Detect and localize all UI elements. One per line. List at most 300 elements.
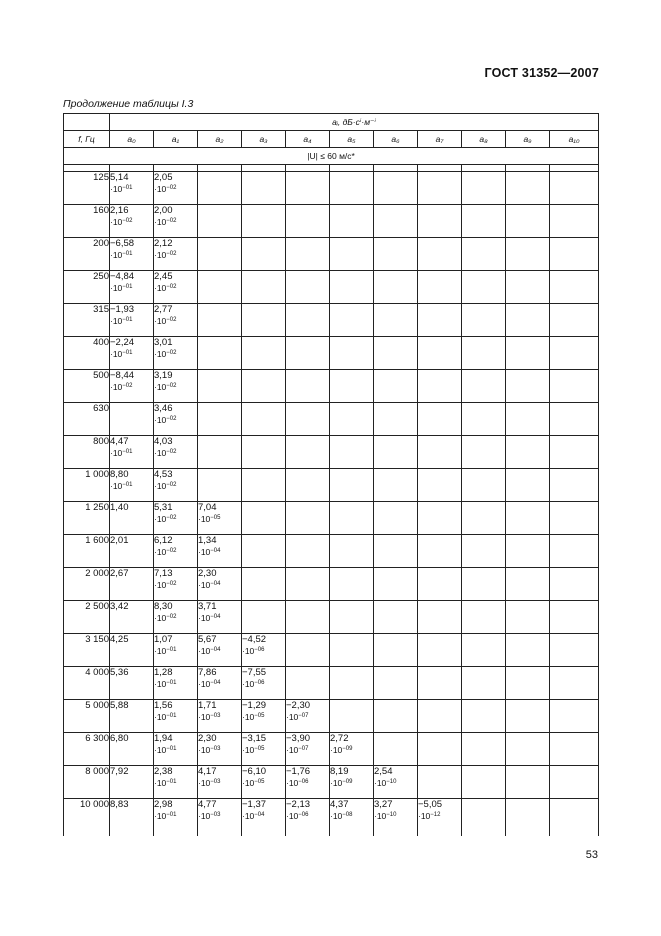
frequency-cell: 10 000	[64, 799, 110, 837]
spacer-cell	[286, 165, 330, 172]
coefficient-cell-a1	[154, 634, 198, 667]
coefficient-exponent	[242, 711, 285, 723]
coefficient-cell-a8	[462, 403, 506, 436]
coefficient-mantissa: −7,55	[242, 667, 267, 678]
coefficient-cell-a0	[110, 238, 154, 271]
coefficient-mantissa: 6,12	[154, 535, 173, 546]
coefficient-cell-a6	[374, 733, 418, 766]
coefficient-cell-a9	[506, 535, 550, 568]
coefficient-cell-a7	[418, 667, 462, 700]
exponent-base: ·10	[154, 745, 167, 755]
coefficient-cell-a4	[286, 766, 330, 799]
exponent-power: −04	[210, 680, 221, 686]
coefficient-cell-a10	[550, 568, 599, 601]
coefficient-cell-a2	[198, 502, 242, 535]
coefficient-cell-a5	[330, 601, 374, 634]
coefficient-mantissa: −3,15	[242, 733, 267, 744]
coefficient-mantissa: 4,77	[198, 799, 217, 810]
coefficient-mantissa: −6,10	[242, 766, 267, 777]
exponent-base: ·10	[154, 349, 167, 359]
coefficient-exponent	[154, 777, 197, 789]
exponent-base: ·10	[242, 679, 255, 689]
exponent-power: −03	[210, 746, 221, 752]
coefficient-cell-a8	[462, 535, 506, 568]
exponent-power: −04	[210, 647, 221, 653]
coefficient-cell-a1	[154, 733, 198, 766]
coefficient-cell-a0	[110, 535, 154, 568]
coefficient-cell-a1	[154, 469, 198, 502]
coefficient-mantissa: −6,58	[110, 238, 135, 249]
coefficient-cell-a1	[154, 205, 198, 238]
exponent-power: −01	[166, 812, 177, 818]
coefficient-cell-a9	[506, 733, 550, 766]
coefficient-cell-a7	[418, 370, 462, 403]
coefficient-mantissa: 2,01	[110, 535, 129, 546]
exponent-base: ·10	[154, 580, 167, 590]
coefficient-cell-a1	[154, 271, 198, 304]
coefficient-exponent	[198, 777, 241, 789]
exponent-base: ·10	[110, 349, 123, 359]
frequency-cell: 3 150	[64, 634, 110, 667]
coefficient-cell-a10	[550, 667, 599, 700]
exponent-base: ·10	[110, 217, 123, 227]
coefficient-cell-a9	[506, 337, 550, 370]
coefficient-cell-a5	[330, 205, 374, 238]
coefficient-cell-a10	[550, 700, 599, 733]
coefficient-cell-a3	[242, 304, 286, 337]
column-header-a0: a₀	[110, 131, 154, 148]
column-header-a5: a₅	[330, 131, 374, 148]
coefficient-cell-a7	[418, 436, 462, 469]
coefficient-cell-a6	[374, 766, 418, 799]
coefficient-cell-a3	[242, 403, 286, 436]
exponent-base: ·10	[110, 382, 123, 392]
coefficient-cell-a0	[110, 403, 154, 436]
coefficient-exponent	[330, 777, 373, 789]
coefficient-exponent	[198, 744, 241, 756]
coefficient-cell-a4	[286, 799, 330, 837]
coefficient-mantissa: 7,04	[198, 502, 217, 513]
coefficient-mantissa: 4,37	[330, 799, 349, 810]
coefficient-cell-a3	[242, 535, 286, 568]
table-row	[64, 799, 599, 837]
group-header-row	[64, 114, 599, 131]
table-row	[64, 667, 599, 700]
table-row	[64, 271, 599, 304]
exponent-base: ·10	[286, 778, 299, 788]
coefficient-mantissa: 4,47	[110, 436, 129, 447]
exponent-base: ·10	[154, 481, 167, 491]
spacer-cell	[64, 165, 110, 172]
coefficient-cell-a9	[506, 304, 550, 337]
coefficient-exponent	[242, 810, 285, 822]
coefficient-exponent	[110, 216, 153, 228]
exponent-power: −02	[166, 251, 177, 257]
exponent-power: −07	[298, 746, 309, 752]
exponent-base: ·10	[198, 811, 211, 821]
coefficient-cell-a1	[154, 667, 198, 700]
coefficient-cell-a3	[242, 601, 286, 634]
exponent-base: ·10	[110, 448, 123, 458]
condition-row	[64, 148, 599, 165]
coefficient-exponent	[198, 645, 241, 657]
exponent-base: ·10	[154, 646, 167, 656]
coefficient-cell-a6	[374, 403, 418, 436]
exponent-power: −08	[342, 812, 353, 818]
exponent-base: ·10	[242, 646, 255, 656]
coefficient-cell-a5	[330, 634, 374, 667]
coefficient-mantissa: 3,46	[154, 403, 173, 414]
coefficient-cell-a2	[198, 337, 242, 370]
coefficient-cell-a0	[110, 502, 154, 535]
coefficient-cell-a10	[550, 337, 599, 370]
coefficient-cell-a3	[242, 469, 286, 502]
exponent-base: ·10	[286, 745, 299, 755]
coefficient-mantissa: −2,30	[286, 700, 311, 711]
coefficient-mantissa: 5,88	[110, 700, 129, 711]
coefficient-mantissa: −1,29	[242, 700, 267, 711]
exponent-power: −01	[122, 482, 133, 488]
coefficient-cell-a6	[374, 469, 418, 502]
exponent-base: ·10	[154, 283, 167, 293]
coefficient-mantissa: 1,34	[198, 535, 217, 546]
coefficient-cell-a1	[154, 568, 198, 601]
coefficient-cell-a3	[242, 337, 286, 370]
frequency-cell: 6 300	[64, 733, 110, 766]
coefficient-cell-a0	[110, 271, 154, 304]
coefficient-cell-a8	[462, 370, 506, 403]
table-row	[64, 403, 599, 436]
coefficient-cell-a1	[154, 337, 198, 370]
coefficient-cell-a5	[330, 799, 374, 837]
coefficient-cell-a3	[242, 733, 286, 766]
coefficient-exponent	[154, 348, 197, 360]
frequency-cell: 2 000	[64, 568, 110, 601]
coefficient-cell-a10	[550, 535, 599, 568]
coefficient-cell-a2	[198, 535, 242, 568]
exponent-power: −07	[298, 713, 309, 719]
coefficient-mantissa: 4,25	[110, 634, 129, 645]
coefficient-exponent	[286, 711, 329, 723]
coefficient-mantissa: 2,77	[154, 304, 173, 315]
coefficient-cell-a7	[418, 601, 462, 634]
page-number: 53	[585, 849, 598, 861]
exponent-power: −02	[166, 482, 177, 488]
coefficient-cell-a8	[462, 502, 506, 535]
coefficient-cell-a3	[242, 700, 286, 733]
coefficient-cell-a2	[198, 172, 242, 205]
coefficient-cell-a1	[154, 502, 198, 535]
frequency-cell: 400	[64, 337, 110, 370]
coefficient-exponent	[330, 744, 373, 756]
coefficient-cell-a1	[154, 304, 198, 337]
coefficient-cell-a0	[110, 568, 154, 601]
coefficient-cell-a8	[462, 799, 506, 837]
coefficient-cell-a8	[462, 271, 506, 304]
exponent-base: ·10	[154, 415, 167, 425]
coefficient-exponent	[110, 480, 153, 492]
coefficient-cell-a8	[462, 733, 506, 766]
table-row	[64, 766, 599, 799]
coefficient-cell-a9	[506, 568, 550, 601]
coefficient-cell-a7	[418, 403, 462, 436]
coefficient-cell-a4	[286, 535, 330, 568]
coefficient-mantissa: 2,30	[198, 733, 217, 744]
coefficient-mantissa: 2,67	[110, 568, 129, 579]
coefficient-mantissa: −5,05	[418, 799, 443, 810]
coefficient-cell-a7	[418, 205, 462, 238]
coefficient-cell-a3	[242, 634, 286, 667]
coefficient-cell-a4	[286, 634, 330, 667]
coefficient-mantissa: −1,37	[242, 799, 267, 810]
exponent-power: −01	[166, 779, 177, 785]
coefficient-mantissa: 5,31	[154, 502, 173, 513]
table-row	[64, 700, 599, 733]
coefficient-exponent	[154, 447, 197, 459]
exponent-base: ·10	[198, 613, 211, 623]
coefficient-cell-a9	[506, 238, 550, 271]
coefficient-exponent	[286, 810, 329, 822]
coefficient-cell-a4	[286, 304, 330, 337]
coefficient-exponent	[110, 282, 153, 294]
coefficient-cell-a9	[506, 667, 550, 700]
coefficient-exponent	[242, 645, 285, 657]
exponent-base: ·10	[242, 811, 255, 821]
coefficient-cell-a6	[374, 271, 418, 304]
exponent-power: −09	[342, 779, 353, 785]
frequency-cell: 500	[64, 370, 110, 403]
coefficient-cell-a10	[550, 403, 599, 436]
frequency-cell: 800	[64, 436, 110, 469]
coefficient-cell-a7	[418, 172, 462, 205]
coefficient-cell-a2	[198, 205, 242, 238]
coefficient-mantissa: 1,94	[154, 733, 173, 744]
coefficient-cell-a9	[506, 766, 550, 799]
coefficient-mantissa: 3,71	[198, 601, 217, 612]
coefficient-mantissa: 1,28	[154, 667, 173, 678]
coefficient-cell-a3	[242, 799, 286, 837]
coefficient-cell-a7	[418, 535, 462, 568]
exponent-power: −05	[210, 515, 221, 521]
coefficient-cell-a3	[242, 667, 286, 700]
exponent-power: −01	[122, 449, 133, 455]
coefficient-cell-a4	[286, 733, 330, 766]
exponent-power: −03	[210, 779, 221, 785]
coefficient-cell-a10	[550, 271, 599, 304]
exponent-power: −05	[254, 746, 265, 752]
exponent-power: −01	[166, 713, 177, 719]
spacer-cell	[374, 165, 418, 172]
coefficient-cell-a8	[462, 766, 506, 799]
column-header-a7: a₇	[418, 131, 462, 148]
exponent-base: ·10	[154, 316, 167, 326]
coefficient-cell-a8	[462, 469, 506, 502]
coefficient-cell-a7	[418, 799, 462, 837]
exponent-base: ·10	[374, 778, 387, 788]
coefficient-cell-a9	[506, 403, 550, 436]
coefficient-cell-a10	[550, 799, 599, 837]
exponent-power: −01	[166, 680, 177, 686]
coefficient-mantissa: 1,71	[198, 700, 217, 711]
coefficient-exponent	[110, 447, 153, 459]
exponent-base: ·10	[110, 316, 123, 326]
column-header-a6: a₆	[374, 131, 418, 148]
spacer-row	[64, 165, 599, 172]
frequency-cell: 4 000	[64, 667, 110, 700]
coefficient-exponent	[154, 744, 197, 756]
exponent-base: ·10	[198, 580, 211, 590]
coefficient-cell-a0	[110, 766, 154, 799]
coefficient-mantissa: 8,19	[330, 766, 349, 777]
coefficient-exponent	[198, 579, 241, 591]
exponent-power: −10	[386, 812, 397, 818]
coefficient-mantissa: −1,93	[110, 304, 135, 315]
coefficient-exponent	[154, 381, 197, 393]
coefficient-cell-a1	[154, 799, 198, 837]
exponent-power: −02	[166, 383, 177, 389]
header-corner-cell	[64, 114, 110, 131]
coefficient-exponent	[154, 711, 197, 723]
coefficient-cell-a7	[418, 700, 462, 733]
frequency-cell: 1 600	[64, 535, 110, 568]
standard-designation: ГОСТ 31352—2007	[484, 66, 599, 80]
spacer-cell	[418, 165, 462, 172]
coefficient-cell-a7	[418, 733, 462, 766]
coefficient-cell-a6	[374, 238, 418, 271]
column-header-a3: a₃	[242, 131, 286, 148]
coefficient-cell-a5	[330, 238, 374, 271]
coefficient-cell-a2	[198, 370, 242, 403]
exponent-power: −05	[254, 779, 265, 785]
coefficient-cell-a9	[506, 799, 550, 837]
exponent-base: ·10	[110, 184, 123, 194]
exponent-base: ·10	[330, 778, 343, 788]
coefficient-cell-a4	[286, 337, 330, 370]
exponent-base: ·10	[198, 778, 211, 788]
exponent-power: −01	[166, 746, 177, 752]
coefficient-cell-a9	[506, 634, 550, 667]
exponent-power: −12	[430, 812, 441, 818]
exponent-power: −06	[254, 647, 265, 653]
coefficient-cell-a2	[198, 799, 242, 837]
coefficient-mantissa: 2,72	[330, 733, 349, 744]
coefficient-cell-a9	[506, 601, 550, 634]
table-row	[64, 172, 599, 205]
coefficient-exponent	[110, 249, 153, 261]
exponent-power: −02	[166, 350, 177, 356]
spacer-cell	[154, 165, 198, 172]
coefficient-mantissa: −1,76	[286, 766, 311, 777]
coefficient-cell-a0	[110, 436, 154, 469]
frequency-cell: 5 000	[64, 700, 110, 733]
coefficient-cell-a5	[330, 568, 374, 601]
coefficient-cell-a0	[110, 799, 154, 837]
coefficient-mantissa: −8,44	[110, 370, 135, 381]
coefficient-cell-a9	[506, 469, 550, 502]
coefficient-cell-a7	[418, 238, 462, 271]
coefficient-mantissa: −2,24	[110, 337, 135, 348]
coefficient-mantissa: 2,45	[154, 271, 173, 282]
coefficient-mantissa: −2,13	[286, 799, 311, 810]
coefficient-cell-a4	[286, 502, 330, 535]
coefficient-cell-a5	[330, 337, 374, 370]
exponent-power: −02	[166, 449, 177, 455]
coefficient-cell-a4	[286, 601, 330, 634]
coefficient-cell-a1	[154, 700, 198, 733]
spacer-cell	[462, 165, 506, 172]
exponent-base: ·10	[286, 712, 299, 722]
coefficient-cell-a5	[330, 502, 374, 535]
frequency-cell: 1 250	[64, 502, 110, 535]
coefficient-cell-a4	[286, 436, 330, 469]
exponent-power: −04	[210, 548, 221, 554]
coefficient-cell-a8	[462, 172, 506, 205]
exponent-base: ·10	[154, 613, 167, 623]
coefficient-exponent	[154, 513, 197, 525]
coefficient-mantissa: 2,30	[198, 568, 217, 579]
coefficient-exponent	[198, 612, 241, 624]
column-header-a4: a₄	[286, 131, 330, 148]
coefficient-mantissa: 4,53	[154, 469, 173, 480]
exponent-base: ·10	[154, 712, 167, 722]
coefficient-mantissa: 1,40	[110, 502, 129, 513]
exponent-power: −09	[342, 746, 353, 752]
table-row	[64, 601, 599, 634]
coefficient-cell-a4	[286, 271, 330, 304]
coefficient-mantissa: −4,52	[242, 634, 267, 645]
exponent-base: ·10	[242, 778, 255, 788]
exponent-power: −02	[166, 548, 177, 554]
coefficient-cell-a9	[506, 172, 550, 205]
coefficient-cell-a0	[110, 205, 154, 238]
coefficient-cell-a2	[198, 469, 242, 502]
coefficient-exponent	[110, 315, 153, 327]
coefficient-cell-a4	[286, 172, 330, 205]
frequency-cell: 160	[64, 205, 110, 238]
coefficient-mantissa: 2,38	[154, 766, 173, 777]
coefficient-cell-a6	[374, 436, 418, 469]
coefficient-exponent	[154, 183, 197, 195]
coefficient-cell-a6	[374, 535, 418, 568]
column-header-a8: a₈	[462, 131, 506, 148]
exponent-base: ·10	[154, 514, 167, 524]
frequency-cell: 1 000	[64, 469, 110, 502]
coefficient-cell-a3	[242, 502, 286, 535]
table-row	[64, 733, 599, 766]
coefficient-cell-a8	[462, 304, 506, 337]
coefficient-mantissa: 2,54	[374, 766, 393, 777]
coefficient-mantissa: 5,36	[110, 667, 129, 678]
coefficient-cell-a4	[286, 403, 330, 436]
coefficient-cell-a9	[506, 205, 550, 238]
exponent-base: ·10	[110, 481, 123, 491]
coefficient-cell-a10	[550, 502, 599, 535]
coefficient-cell-a9	[506, 436, 550, 469]
coefficient-cell-a3	[242, 172, 286, 205]
coefficient-cell-a2	[198, 436, 242, 469]
exponent-base: ·10	[242, 745, 255, 755]
coefficient-exponent	[154, 216, 197, 228]
coefficient-cell-a5	[330, 271, 374, 304]
coefficient-exponent	[198, 546, 241, 558]
coefficient-mantissa: −3,90	[286, 733, 311, 744]
coefficient-cell-a6	[374, 667, 418, 700]
coefficient-exponent	[154, 579, 197, 591]
coefficient-cell-a5	[330, 370, 374, 403]
spacer-cell	[506, 165, 550, 172]
coefficient-cell-a5	[330, 535, 374, 568]
exponent-power: −03	[210, 812, 221, 818]
